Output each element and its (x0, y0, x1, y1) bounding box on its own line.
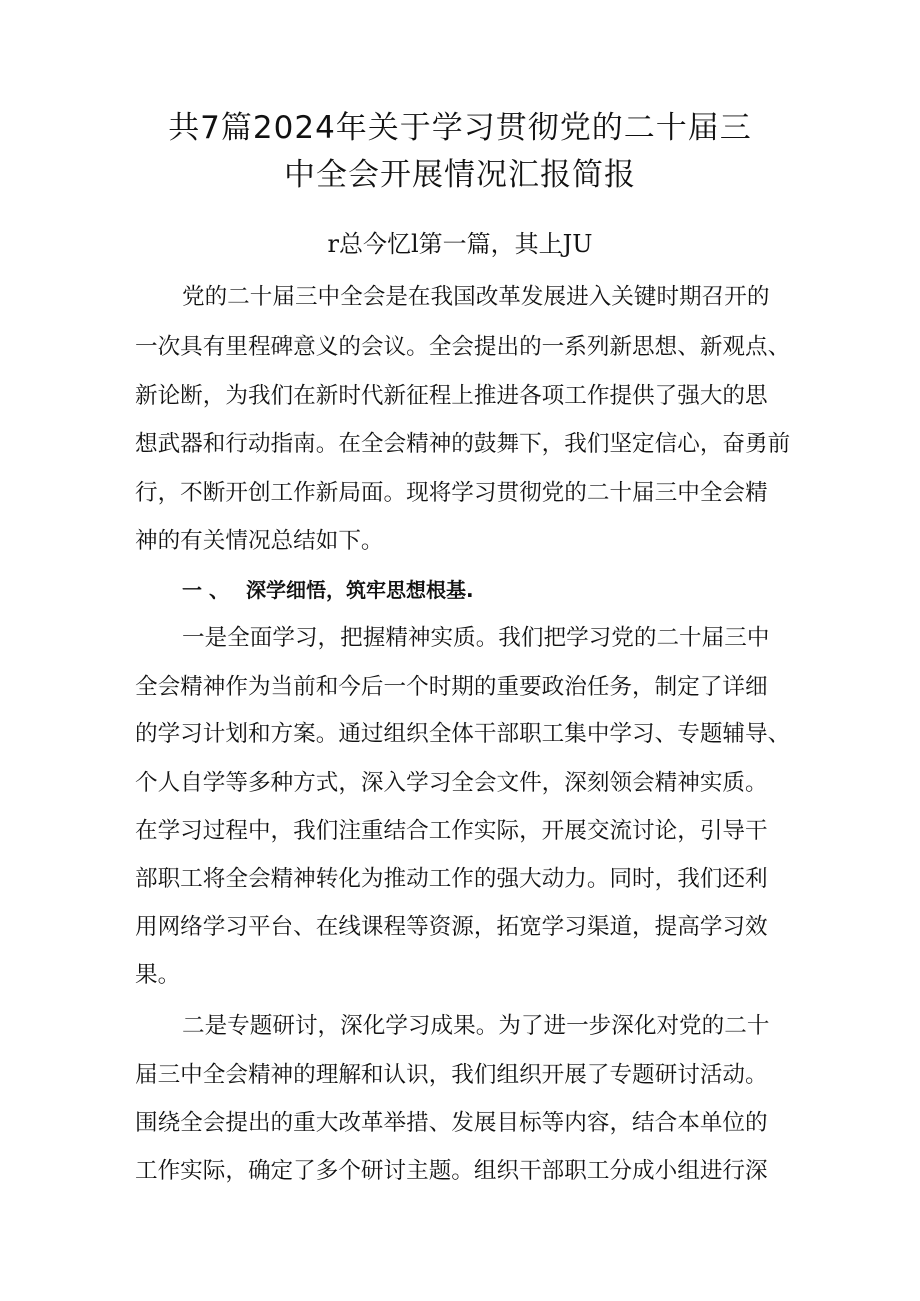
para2-line-3: 围绕全会提出的重大改革举措、发展目标等内容，结合本单位的 (135, 1110, 768, 1136)
intro-line-4: 想武器和行动指南。在全会精神的鼓舞下，我们坚定信心，奋勇前 (135, 431, 791, 457)
document-title-line-1: 共7篇2024年关于学习贯彻党的二十届三 (168, 110, 752, 146)
para2-line-4: 工作实际，确定了多个研讨主题。组织干部职工分成小组进行深 (135, 1158, 768, 1184)
para1-line-8: 果。 (135, 962, 181, 988)
para2-line-2: 届三中全会精神的理解和认识，我们组织开展了专题研讨活动。 (135, 1062, 768, 1088)
para1-line-3: 的学习计划和方案。通过组织全体干部职工集中学习、专题辅导、 (135, 721, 791, 747)
section-number: 一 、 (182, 578, 229, 602)
para1-line-2: 全会精神作为当前和今后一个时期的重要政治任务，制定了详细 (135, 674, 768, 700)
para1-line-4: 个人自学等多种方式，深入学习全会文件，深刻领会精神实质。 (135, 770, 768, 796)
document-title-line-2: 中全会开展情况汇报简报 (284, 157, 636, 193)
section-heading-1 (182, 574, 474, 606)
section-title: 深学细悟，筑牢思想根基. (246, 578, 474, 602)
para1-line-7: 用网络学习平台、在线课程等资源，拓宽学习渠道，提高学习效 (135, 914, 768, 940)
intro-line-1: 党的二十届三中全会是在我国改革发展进入关键时期召开的 (182, 284, 770, 310)
intro-line-6: 神的有关情况总结如下。 (135, 528, 384, 554)
para1-line-6: 部职工将全会精神转化为推动工作的强大动力。同时，我们还利 (135, 866, 768, 892)
intro-line-2: 一次具有里程碑意义的会议。全会提出的一系列新思想、新观点、 (135, 334, 791, 360)
para1-line-5: 在学习过程中，我们注重结合工作实际，开展交流讨论，引导干 (135, 818, 768, 844)
para2-line-1: 二是专题研讨，深化学习成果。为了进一步深化对党的二十 (182, 1013, 770, 1039)
document-subtitle: r总今忆l第一篇，其上JU (327, 230, 593, 258)
intro-line-3: 新论断，为我们在新时代新征程上推进各项工作提供了强大的思 (135, 383, 768, 409)
intro-line-5: 行，不断开创工作新局面。现将学习贯彻党的二十届三中全会精 (135, 480, 768, 506)
para1-line-1: 一是全面学习，把握精神实质。我们把学习党的二十届三中 (182, 625, 770, 651)
